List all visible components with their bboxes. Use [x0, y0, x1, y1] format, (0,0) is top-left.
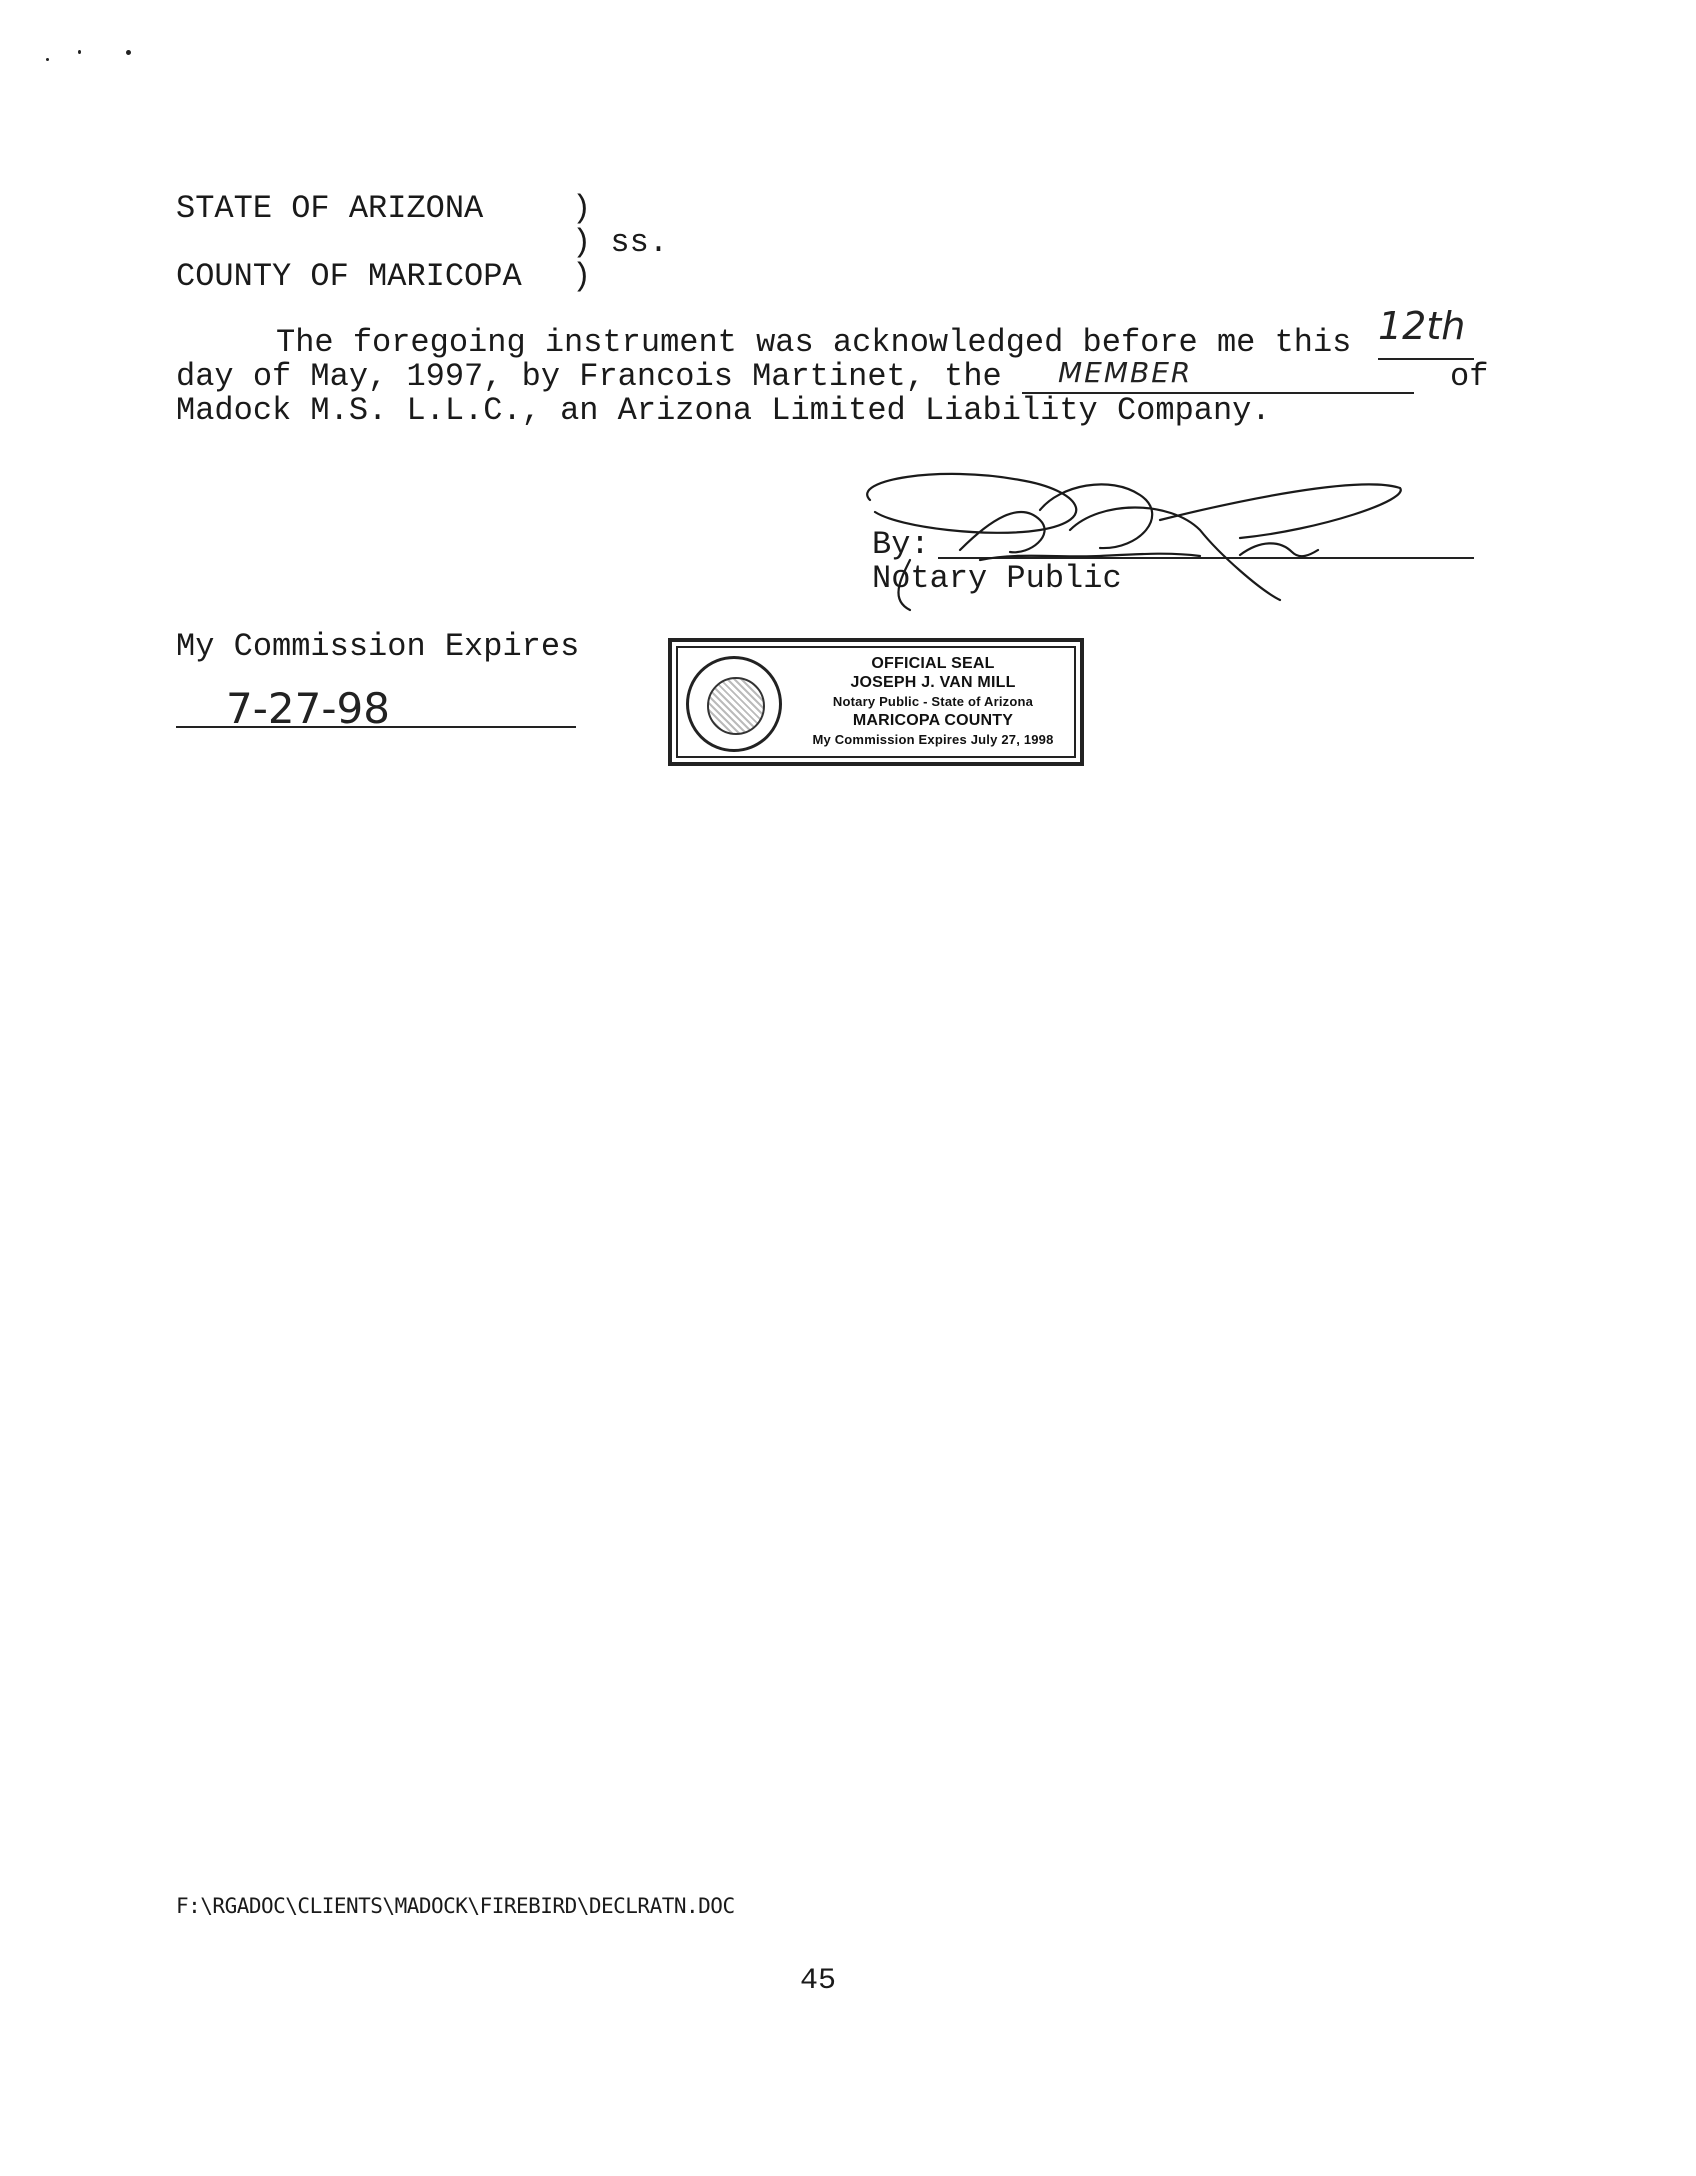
venue-paren-bottom: )	[572, 258, 592, 295]
page-number: 45	[800, 1964, 837, 1998]
scan-speck	[78, 50, 81, 54]
seal-line-2: JOSEPH J. VAN MILL	[850, 674, 1016, 691]
seal-line-5: My Commission Expires July 27, 1998	[812, 732, 1054, 747]
footer-file-path: F:\RGADOC\CLIENTS\MADOCK\FIREBIRD\DECLRATN.DOC	[176, 1894, 735, 1918]
seal-line-4: MARICOPA COUNTY	[852, 712, 1014, 729]
venue-county: COUNTY OF MARICOPA	[176, 258, 522, 295]
commission-date-blank	[176, 726, 576, 728]
seal-text	[788, 654, 1078, 749]
commission-date-handwritten: 7-27-98	[226, 684, 390, 733]
state-seal-emblem-center	[707, 677, 765, 735]
notary-public-label: Notary Public	[872, 560, 1122, 597]
seal-line-3: Notary Public - State of Arizona	[832, 694, 1034, 709]
commission-label: My Commission Expires	[176, 628, 580, 665]
venue-paren-top: )	[572, 190, 592, 227]
ack-line-2-end: of	[1450, 358, 1489, 395]
scan-speck	[126, 50, 131, 55]
ack-line-3: Madock M.S. L.L.C., an Arizona Limited Liability Company.	[176, 392, 1271, 429]
official-seal-stamp	[668, 638, 1084, 766]
ack-line-1: The foregoing instrument was acknowledged before me this	[276, 324, 1352, 361]
notary-signature	[840, 460, 1420, 620]
venue-ss: ) ss.	[572, 224, 669, 261]
notary-by-label: By:	[872, 526, 930, 563]
state-seal-emblem	[686, 656, 782, 752]
seal-line-1: OFFICIAL SEAL	[871, 655, 995, 672]
ack-day-handwritten: 12th	[1378, 304, 1466, 348]
ack-line-2: day of May, 1997, by Francois Martinet, the	[176, 358, 1002, 395]
ack-title-handwritten: MEMBER	[1058, 356, 1193, 389]
scan-speck	[46, 58, 49, 61]
venue-state: STATE OF ARIZONA	[176, 190, 484, 227]
